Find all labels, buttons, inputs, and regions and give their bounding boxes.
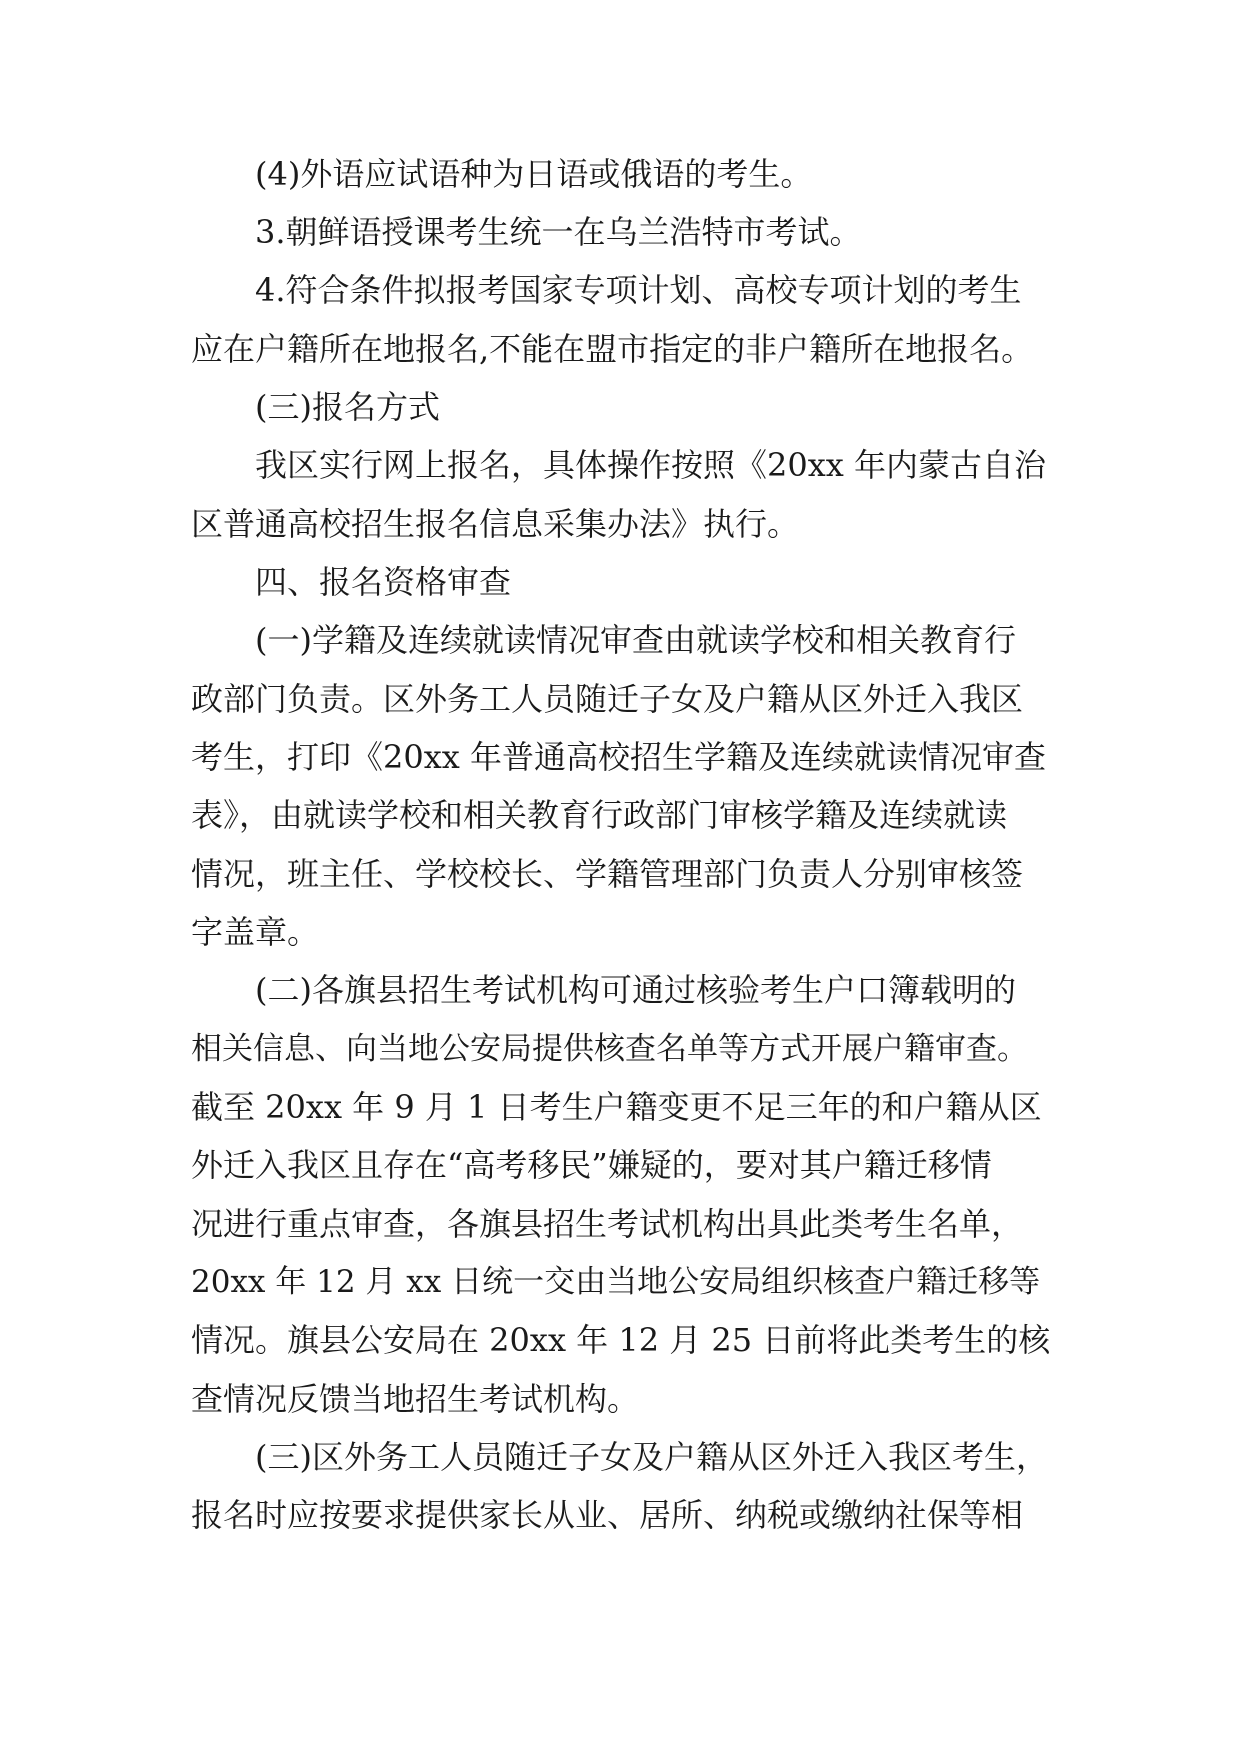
paragraph-line: 区普通高校招生报名信息采集办法》执行。 [191,505,800,543]
paragraph-line: (一)学籍及连续就读情况审查由就读学校和相关教育行 [255,621,1016,659]
paragraph-line: 查情况反馈当地招生考试机构。 [191,1380,640,1418]
paragraph-line: 报名时应按要求提供家长从业、居所、纳税或缴纳社保等相 [191,1496,1024,1534]
paragraph-line: 3.朝鲜语授课考生统一在乌兰浩特市考试。 [255,213,862,251]
section-heading: 四、报名资格审查 [255,563,512,601]
paragraph-line: 况进行重点审查，各旗县招生考试机构出具此类考生名单， [191,1205,1024,1243]
paragraph-line: 应在户籍所在地报名,不能在盟市指定的非户籍所在地报名。 [191,330,1034,368]
paragraph-line: 情况，班主任、学校校长、学籍管理部门负责人分别审核签 [191,855,1024,893]
paragraph-line: 政部门负责。区外务工人员随迁子女及户籍从区外迁入我区 [191,680,1024,718]
paragraph-line: 我区实行网上报名，具体操作按照《20xx 年内蒙古自治 [255,446,1046,484]
paragraph-line: 截至 20xx 年 9 月 1 日考生户籍变更不足三年的和户籍从区 [191,1088,1042,1126]
paragraph-line: 外迁入我区且存在“高考移民”嫌疑的，要对其户籍迁移情 [191,1146,992,1184]
paragraph-line: 字盖章。 [191,913,320,951]
paragraph-line: 情况。旗县公安局在 20xx 年 12 月 25 日前将此类考生的核 [191,1321,1051,1359]
paragraph-line: 20xx 年 12 月 xx 日统一交由当地公安局组织核查户籍迁移等 [191,1264,1041,1300]
paragraph-line: 4.符合条件拟报考国家专项计划、高校专项计划的考生 [255,271,1022,309]
paragraph-line: (二)各旗县招生考试机构可通过核验考生户口簿载明的 [255,971,1016,1009]
section-heading: (三)报名方式 [255,388,440,426]
paragraph-line: 考生，打印《20xx 年普通高校招生学籍及连续就读情况审查 [191,738,1046,776]
paragraph-line: (4)外语应试语种为日语或俄语的考生。 [255,155,813,193]
paragraph-line: 相关信息、向当地公安局提供核查名单等方式开展户籍审查。 [191,1031,1028,1067]
paragraph-line: 表》，由就读学校和相关教育行政部门审核学籍及连续就读 [191,796,1008,834]
paragraph-line: (三)区外务工人员随迁子女及户籍从区外迁入我区考生， [255,1438,1048,1476]
